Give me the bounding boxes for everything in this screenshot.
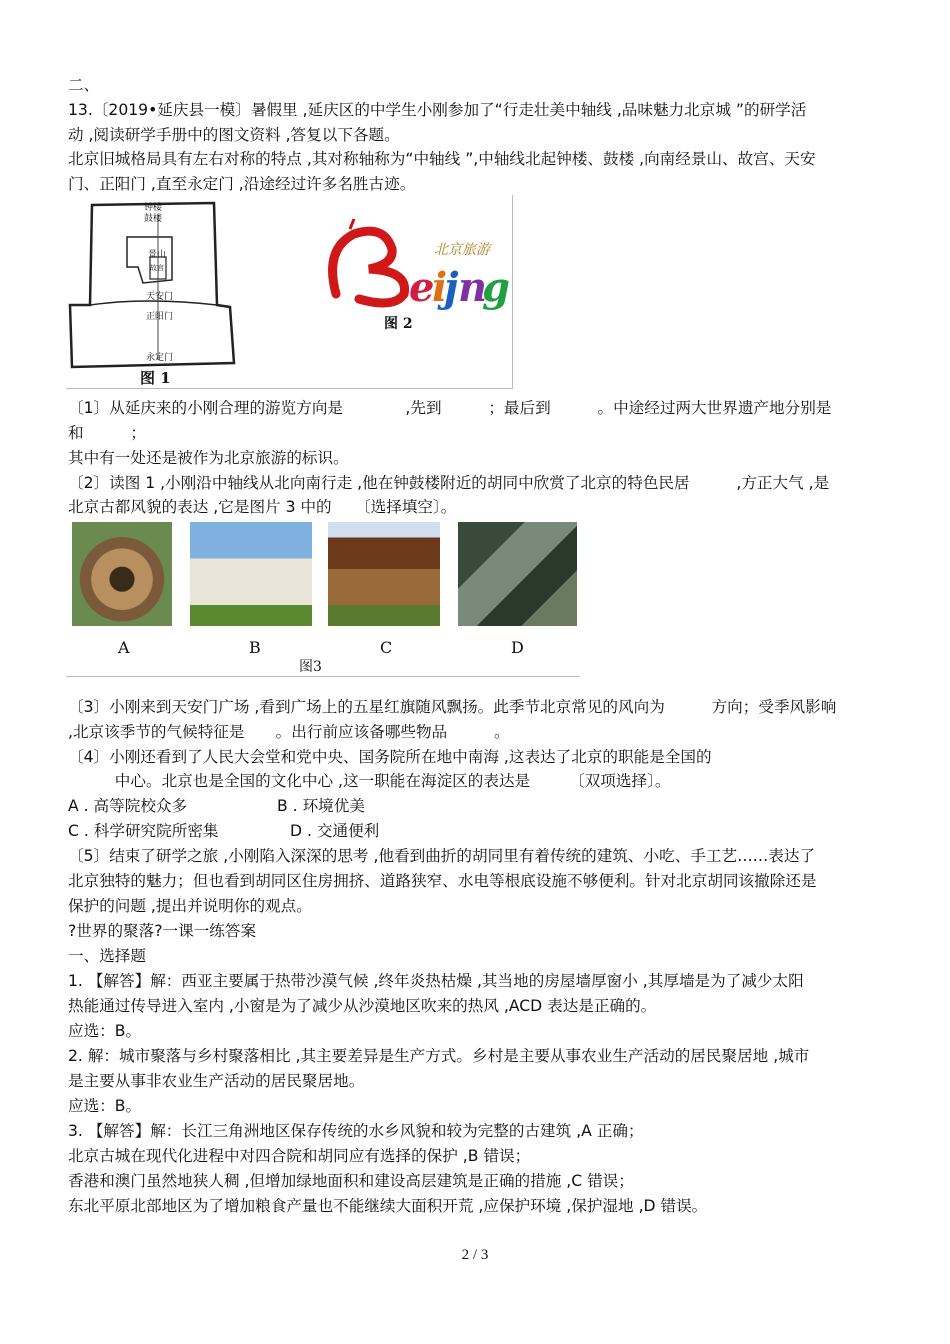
question-2: 〔2〕读图 1 ,小刚沿中轴线从北向南行走 ,他在钟鼓楼附近的胡同中欣赏了北京的特色民居 ,方正大气 ,是 <box>68 474 830 492</box>
map-label: 天安门 <box>146 292 174 302</box>
option-d: D . 交通便利 <box>290 822 380 840</box>
answer-3: 北京古城在现代化进程中对四合院和胡同应有选择的保护 ,B 错误； <box>68 1147 531 1165</box>
answer-3: 东北平原北部地区为了增加粮食产量也不能继续大面积开荒 ,应保护环境 ,保护湿地 ,D 错误。 <box>68 1197 708 1215</box>
map-label: 钟楼 <box>144 203 163 213</box>
stilt-house-photo <box>328 522 440 626</box>
map-label: 正阳门 <box>146 312 174 322</box>
answer-title: ?世界的聚落?一课一练答案 <box>68 922 257 940</box>
svg-text:i: i <box>432 264 448 311</box>
question-13-intro: 13.〔2019•延庆县一模〕暑假里 ,延庆区的中学生小刚参加了“行走壮美中轴线 ,品味魅力北京城 ”的研学活 <box>68 101 807 119</box>
answer-3: 香港和澳门虽然地狭人稠 ,但增加绿地面积和建设高层建筑是正确的措施 ,C 错误； <box>68 1172 634 1190</box>
logo-cn-text: 北京旅游 <box>434 242 490 258</box>
question-2: 北京古都风貌的表达 ,它是图片 3 中的 〔选择填空〕。 <box>68 498 457 516</box>
figure-1-2 <box>66 195 513 389</box>
answer-1: 应选：B。 <box>68 1022 142 1040</box>
map-label: 故宫 <box>150 264 164 272</box>
answer-2: 2. 解：城市聚落与乡村聚落相比 ,其主要差异是生产方式。乡村是主要从事农业生产活动的居民聚居地 ,城市 <box>68 1047 810 1065</box>
yurt-photo <box>190 522 312 626</box>
question-5: 〔5〕结束了研学之旅 ,小刚陷入深深的思考 ,他看到曲折的胡同里有着传统的建筑、小吃、手工艺……表达了 <box>68 847 816 865</box>
answer-1: 热能通过传导进入室内 ,小窗是为了减少从沙漠地区吹来的热风 ,ACD 表达是正确的。 <box>68 997 657 1015</box>
option-c: C . 科学研究院所密集 <box>68 822 219 840</box>
question-13-intro: 动 ,阅读研学手册中的图文资料 ,答复以下各题。 <box>68 126 400 144</box>
photo-label: C <box>380 638 393 657</box>
question-3: ,北京该季节的气候特征是 。出行前应该备哪些物品 。 <box>68 723 510 741</box>
figure-3-caption: 图3 <box>299 659 322 675</box>
option-a: A . 高等院校众多 <box>68 797 188 815</box>
answer-2: 是主要从事非农业生产活动的居民聚居地。 <box>68 1072 365 1090</box>
question-5: 保护的问题 ,提出并说明你的观点。 <box>68 897 312 915</box>
photo-label: D <box>511 638 524 657</box>
question-1: 和 ； <box>68 424 146 442</box>
map-label: 永定门 <box>146 353 174 363</box>
siheyuan-photo <box>458 522 577 626</box>
section-heading: 二、 <box>68 76 100 94</box>
svg-text:e: e <box>409 264 435 311</box>
photo-label: A <box>118 638 130 657</box>
answer-section: 一、选择题 <box>68 947 146 965</box>
question-5: 北京独特的魅力；但也看到胡同区住房拥挤、道路狭窄、水电等根底设施不够便利。针对北京胡同该撤除还是 <box>68 872 817 890</box>
option-b: B . 环境优美 <box>277 797 365 815</box>
question-3: 〔3〕小刚来到天安门广场 ,看到广场上的五星红旗随风飘扬。此季节北京常见的风向为 方向；受季风影响 <box>68 698 837 716</box>
svg-text:n: n <box>458 264 488 311</box>
question-4: 〔4〕小刚还看到了人民大会堂和党中央、国务院所在地中南海 ,这表达了北京的职能是全国的 <box>68 748 712 766</box>
beijing-tourism-logo <box>314 209 514 319</box>
figure-2-caption: 图 2 <box>384 316 413 332</box>
svg-text:g: g <box>482 264 510 311</box>
map-label: 景山 <box>148 250 167 260</box>
svg-text:j: j <box>444 264 459 311</box>
question-13-context: 门、正阳门 ,直至永定门 ,沿途经过许多名胜古迹。 <box>68 175 416 193</box>
question-13-context: 北京旧城格局具有左右对称的特点 ,其对称轴称为“中轴线 ”,中轴线北起钟楼、鼓楼 ,向南经景山、故宫、天安 <box>68 150 816 168</box>
answer-2: 应选：B。 <box>68 1097 142 1115</box>
question-4: 中心。北京也是全国的文化中心 ,这一职能在海淀区的表达是 〔双项选择〕。 <box>68 772 671 790</box>
question-1: 〔1〕从延庆来的小刚合理的游览方向是 ,先到 ；最后到 。中途经过两大世界遗产地分别是 <box>68 399 832 417</box>
question-1: 其中有一处还是被作为北京旅游的标识。 <box>68 449 349 467</box>
answer-3: 3. 【解答】解：长江三角洲地区保存传统的水乡风貌和较为完整的古建筑 ,A 正确； <box>68 1122 644 1140</box>
answer-1: 1. 【解答】解：西亚主要属于热带沙漠气候 ,终年炎热枯燥 ,其当地的房屋墙厚窗小 ,其厚墙是为了减少太阳 <box>68 972 804 990</box>
map-label: 鼓楼 <box>144 214 163 224</box>
figure-1-caption: 图 1 <box>140 369 171 387</box>
photo-label: B <box>249 638 261 657</box>
page-number: 2 / 3 <box>461 1247 489 1263</box>
tulou-photo <box>72 522 172 626</box>
